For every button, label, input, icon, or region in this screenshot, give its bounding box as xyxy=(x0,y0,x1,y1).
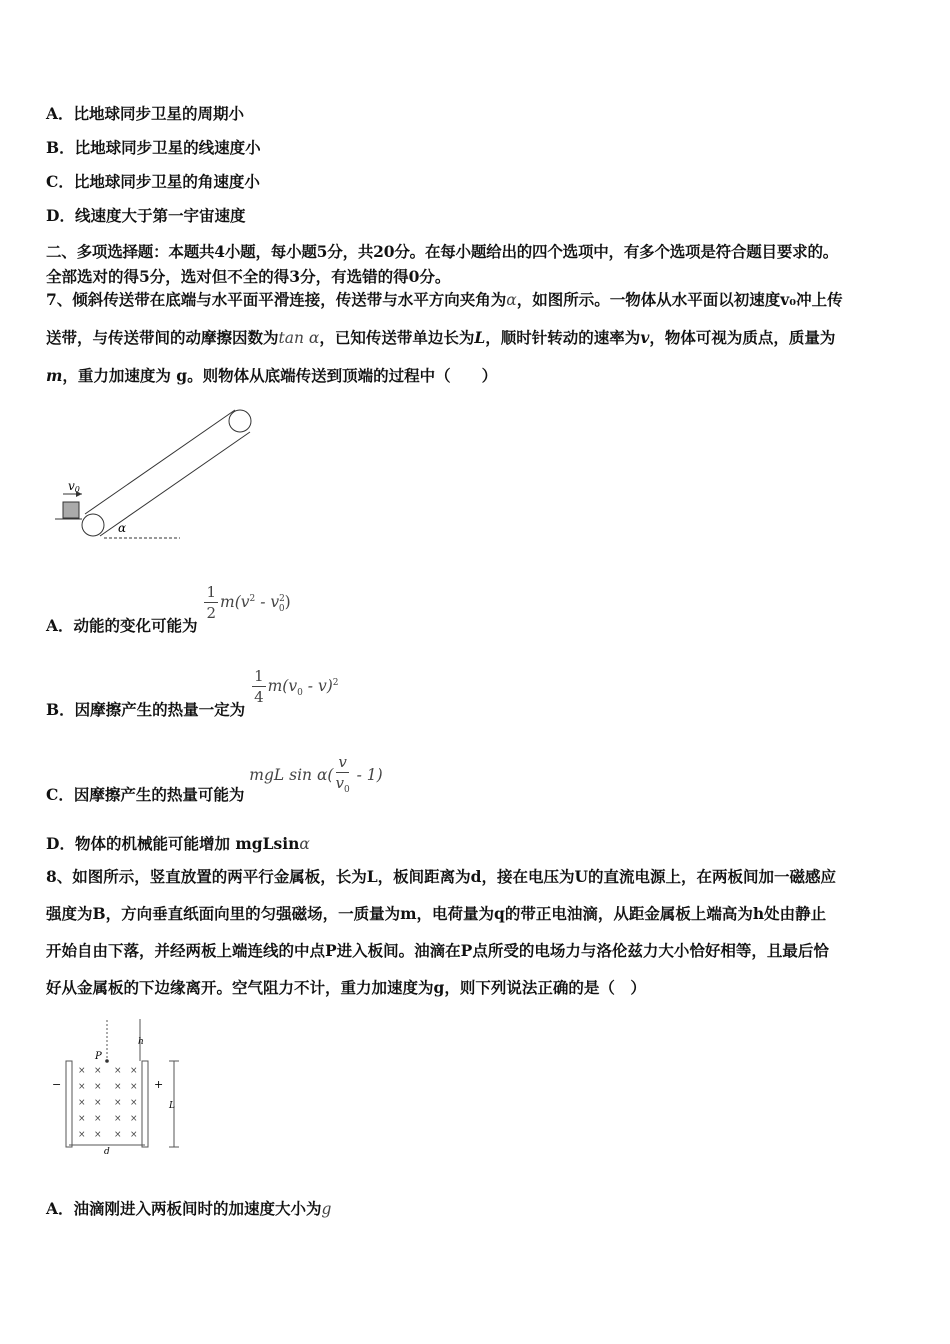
field-cross: × xyxy=(130,1114,138,1124)
l-label: L xyxy=(169,1101,175,1111)
q7-option-a: A．动能的变化可能为 $\frac{1}{2}$ $m(v^2 - v^2_0)$ xyxy=(46,583,291,635)
p-label: P xyxy=(95,1051,102,1062)
plates-figure xyxy=(48,1015,198,1155)
left-plate xyxy=(66,1061,72,1147)
field-cross: × xyxy=(94,1066,102,1076)
question-7-stem: 7、倾斜传送带在底端与水平面平滑连接，传送带与水平方向夹角为α，如图所示。一物体从水平面以初速度v₀冲上传 送带，与传送带间的动摩擦因数为tan α，已知传送带单边长为L，顺时针转动的速率为v，物体可视为质点，质量为 m，重力加速度为 g。则物体从底端传送到顶端的过程中（ ） xyxy=(46,290,843,385)
field-cross: × xyxy=(78,1066,86,1076)
plus-sign: + xyxy=(154,1078,164,1091)
h-label: h xyxy=(138,1037,144,1047)
field-cross: × xyxy=(114,1130,122,1140)
q7-option-d: D．物体的机械能可能增加 mgLsinα xyxy=(46,834,310,853)
field-cross: × xyxy=(130,1130,138,1140)
field-cross: × xyxy=(130,1066,138,1076)
bottom-roller xyxy=(82,514,104,536)
section2-line1: 二、多项选择题：本题共4小题，每小题5分，共20分。在每小题给出的四个选项中，有多个选项是符合题目要求的。 xyxy=(46,242,839,261)
magnetic-field-crosses xyxy=(78,1066,138,1140)
q7-option-b: B．因摩擦产生的热量一定为 $\frac{1}{4}$ $m(v_0 - v)^2$ xyxy=(46,667,339,719)
option-c-prev: C．比地球同步卫星的角速度小 xyxy=(46,172,260,191)
option-d-prev: D．线速度大于第一宇宙速度 xyxy=(46,206,246,225)
field-cross: × xyxy=(94,1098,102,1108)
section2-line2: 全部选对的得5分，选对但不全的得3分，有选错的得0分。 xyxy=(46,267,451,286)
field-cross: × xyxy=(114,1114,122,1124)
question-8-stem: 8、如图所示，竖直放置的两平行金属板，长为L，板间距离为d，接在电压为U的直流电源上，在两板间加一磁感应 强度为B，方向垂直纸面向里的匀强磁场，一质量为m，电荷量为q的带正电油滴，从距金属板上端高为h处由静止 开始自由下落，并经两板上端连线的中点P进入板间。油滴在P点所受的电场力与洛伦兹力大小恰好相等，且最后恰 好从金属板的下边缘离开。空气阻力不计，重力加速度为g，则下列说法正确的是（ ） xyxy=(46,867,837,997)
q8-option-a: A．油滴刚进入两板间时的加速度大小为g xyxy=(46,1199,332,1218)
alpha-label: α xyxy=(118,521,127,535)
field-cross: × xyxy=(94,1082,102,1092)
minus-sign: − xyxy=(52,1078,62,1091)
field-cross: × xyxy=(78,1082,86,1092)
field-cross: × xyxy=(130,1098,138,1108)
field-cross: × xyxy=(114,1066,122,1076)
top-roller xyxy=(229,410,251,432)
right-plate xyxy=(142,1061,148,1147)
block xyxy=(63,502,79,518)
field-cross: × xyxy=(94,1114,102,1124)
v0-label: v0 xyxy=(68,479,80,494)
field-cross: × xyxy=(114,1098,122,1108)
q7-option-c: C．因摩擦产生的热量可能为 mgL sin α( $\frac{v}{v_0}$ - 1) xyxy=(46,753,383,804)
option-b-prev: B．比地球同步卫星的线速度小 xyxy=(46,138,261,157)
belt-top-edge xyxy=(85,410,235,514)
point-p xyxy=(105,1059,109,1063)
option-a-prev: A．比地球同步卫星的周期小 xyxy=(46,104,245,123)
field-cross: × xyxy=(78,1098,86,1108)
field-cross: × xyxy=(78,1114,86,1124)
field-cross: × xyxy=(114,1082,122,1092)
field-cross: × xyxy=(94,1130,102,1140)
field-cross: × xyxy=(78,1130,86,1140)
d-label: d xyxy=(104,1147,110,1155)
conveyor-figure xyxy=(50,400,270,550)
field-cross: × xyxy=(130,1082,138,1092)
